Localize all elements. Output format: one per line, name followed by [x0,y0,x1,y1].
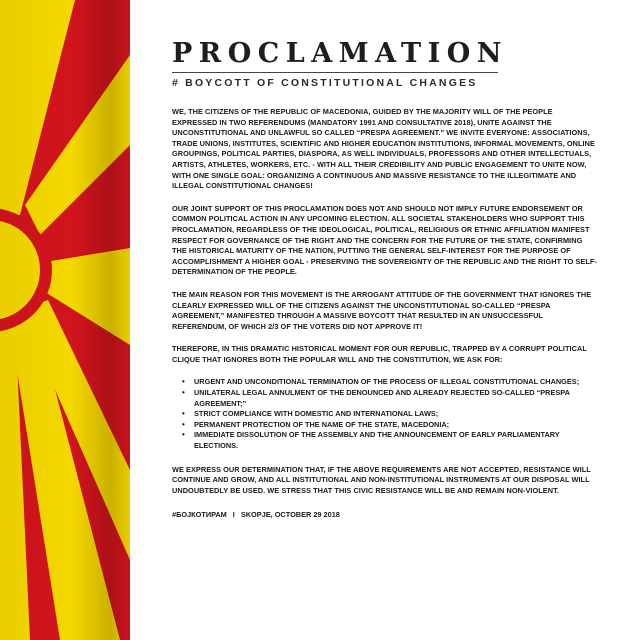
paragraph-support: OUR JOINT SUPPORT OF THIS PROCLAMATION DOES NOT AND SHOULD NOT IMPLY FUTURE ENDORSEMENT OR COMMON POLITICAL ACTION IN ANY UPCOMING ELECTION. ALL SOCIETAL STAKEHOLDERS WHO SUPPORT THIS PROCLAMATION, REGARDLESS OF THE IDEOLOGICAL, POLITICAL, RELIGIOUS OR ETHNIC AFFILIATION MANIFEST RESPECT FOR GOVERNANCE OF THE RIGHT AND THE CONCERN FOR THE FUTURE OF THE STATE, CONFIRMING THE HISTORICAL MATURITY OF THE NATION, PUTTING THE GENERAL SELF-INTEREST FOR THE PURPOSE OF ACCOMPLISHMENT A HIGHER GOAL - PRESERVING THE SOVEREIGNTY OF THE REPUBLIC AND THE RIGHT TO SELF-DETERMINATION OF THE PEOPLE. [172,203,597,277]
paragraph-closing: WE EXPRESS OUR DETERMINATION THAT, IF THE ABOVE REQUIREMENTS ARE NOT ACCEPTED, RESISTANCE WILL CONTINUE AND GROW, AND ALL INSTITUTIONAL AND NON-INSTITUTIONAL INSTRUMENTS AT OUR DISPOSAL WILL UNDOUBTEDLY BE USED. WE STRESS THAT THIS CIVIC RESISTANCE WILL BE AND REMAIN NON-VIOLENT. [172,464,591,495]
list-item: • STRICT COMPLIANCE WITH DOMESTIC AND INTERNATIONAL LAWS; [182,409,598,420]
paragraph-reason: THE MAIN REASON FOR THIS MOVEMENT IS THE ARROGANT ATTITUDE OF THE GOVERNMENT THAT IGNORES THE CLEARLY EXPRESSED WILL OF THE CITIZENS AGAINST THE UNCONSTITUTIONAL SO-CALLED “PRESPA AGREEMENT,” MANIFESTED THROUGH A MASSIVE BOYCOTT THAT RESULTED IN AN UNSUCCESSFUL REFERENDUM, OF WHICH 2/3 OF THE VOTERS DID NOT APPROVE IT! [172,289,592,331]
hashtag: #БОЈКОТИРАМ [172,510,227,520]
place-date: SKOPJE, OCTOBER 29 2018 [240,510,340,520]
list-item: • URGENT AND UNCONDITIONAL TERMINATION OF THE PROCESS OF ILLEGAL CONSTITUTIONAL CHANGES; [182,377,598,388]
list-item: • IMMEDIATE DISSOLUTION OF THE ASSEMBLY AND THE ANNOUNCEMENT OF EARLY PARLIAMENTARY ELECTIONS. [182,430,598,451]
footer-separator: I [232,510,235,520]
page-title: PROCLAMATION [172,38,508,69]
paragraph-intro: WE, THE CITIZENS OF THE REPUBLIC OF MACEDONIA, GUIDED BY THE MAJORITY WILL OF THE PEOPLE EXPRESSED IN TWO REFERENDUMS (MANDATORY 1991 AND CONSULTATIVE 2018), UNITE AGAINST THE UNCONSTITUTIONAL AND UNLAWFUL SO CALLED “PRESPA AGREEMENT.” WE INVITE EVERYONE: ASSOCIATIONS, TRADE UNIONS, INSTITUTES, SCIENTIFIC AND HIGHER EDUCATION INSTITUTIONS, INFORMAL MOVEMENTS, ONLINE GROUPINGS, POLITICAL PARTIES, DIASPORA, AS WELL INDIVIDUALS, PROFESSORS AND OTHER INTELLECTUALS, ARTISTS, ATHLETES, WORKERS, ETC. - WITH ALL THEIR CREDIBILITY AND PUBLIC ENGAGEMENT TO UNITE NOW, WITH ONE SINGLE GOAL: ORGANIZING A CONTINUOUS AND MASSIVE RESISTANCE TO THE ILLEGITIMATE AND ILLEGAL CONSTITUTIONAL CHANGES! [172,107,595,191]
demands-list [172,377,598,451]
paragraph-therefore: THEREFORE, IN THIS DRAMATIC HISTORICAL MOMENT FOR OUR REPUBLIC, TRAPPED BY A CORRUPT POLITICAL CLIQUE THAT IGNORES BOTH THE POPULAR WILL AND THE CONSTITUTION, WE ASK FOR: [172,344,587,364]
signature-line [172,510,598,521]
title-divider [172,72,498,73]
page-subtitle: # BOYCOTT OF CONSTITUTIONAL CHANGES [172,77,478,89]
proclamation-document [172,38,598,521]
list-item: • UNILATERAL LEGAL ANNULMENT OF THE DENOUNCED AND ALREADY REJECTED SO-CALLED “PRESPA AGREEMENT;” [182,388,598,409]
macedonia-flag-icon [0,0,130,640]
list-item: • PERMANENT PROTECTION OF THE NAME OF THE STATE, MACEDONIA; [182,420,598,431]
